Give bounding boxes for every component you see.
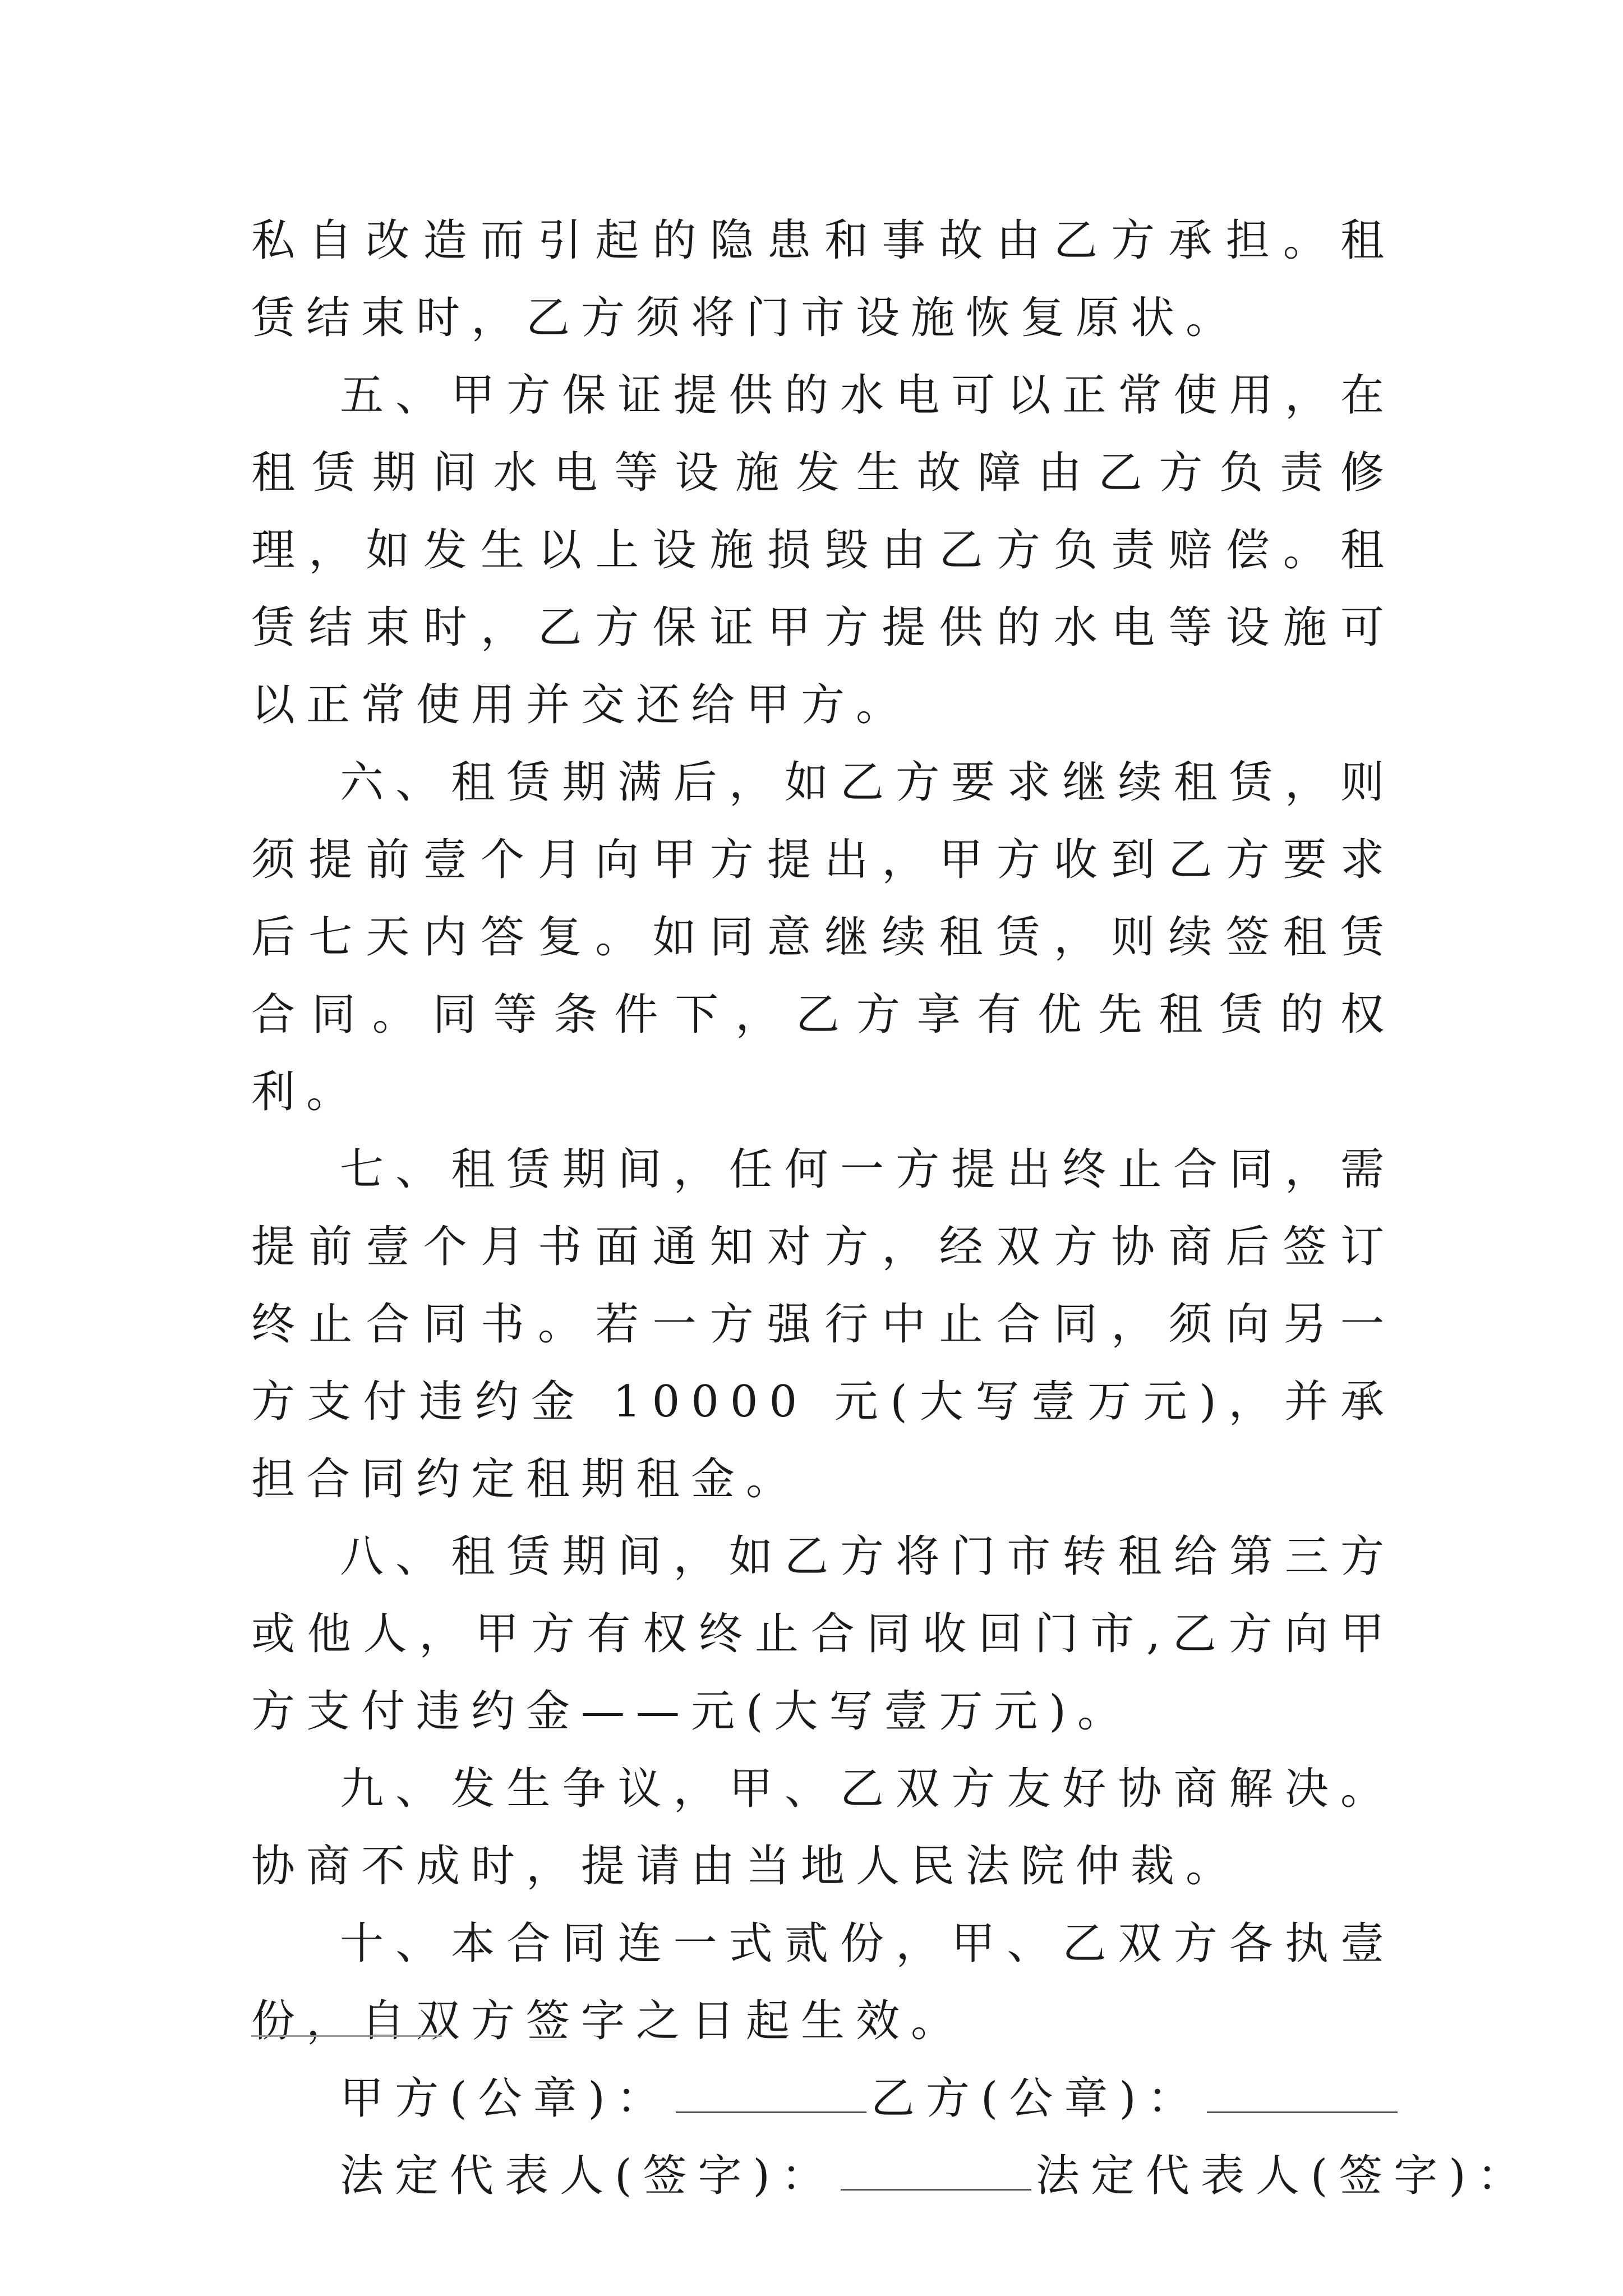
clause-7: 七、租赁期间，任何一方提出终止合同，需提前壹个月书面通知对方，经双方协商后签订终止合同书。若一方强行中止合同，须向另一方支付违约金 10000 元(大写壹万元)，并承担合同约定租期租金。 bbox=[251, 1144, 1395, 1504]
seal-line bbox=[251, 2060, 1395, 2137]
footnote-divider bbox=[251, 2035, 442, 2037]
party-b-seal-blank bbox=[1207, 2072, 1398, 2113]
clause-continuation: 私自改造而引起的隐患和事故由乙方承担。租赁结束时，乙方须将门市设施恢复原状。 bbox=[251, 215, 1395, 343]
clause-5: 五、甲方保证提供的水电可以正常使用，在租赁期间水电等设施发生故障由乙方负责修理，如发生以上设施损毁由乙方负责赔偿。租赁结束时，乙方保证甲方提供的水电等设施可以正常使用并交还给甲方。 bbox=[251, 370, 1395, 730]
party-b-rep-label: 法定代表人(签字)： bbox=[1035, 2151, 1532, 2201]
clause-6: 六、租赁期满后，如乙方要求继续租赁，则须提前壹个月向甲方提出，甲方收到乙方要求后七天内答复。如同意继续租赁，则续签租赁合同。同等条件下，乙方享有优先租赁的权利。 bbox=[251, 757, 1395, 1117]
party-a-seal-label: 甲方(公章)： bbox=[340, 2073, 671, 2124]
party-a-rep-label: 法定代表人(签字)： bbox=[340, 2151, 836, 2201]
party-b-seal-label: 乙方(公章)： bbox=[870, 2073, 1202, 2124]
clause-9: 九、发生争议，甲、乙双方友好协商解决。协商不成时，提请由当地人民法院仲裁。 bbox=[251, 1764, 1395, 1892]
representative-line bbox=[251, 2137, 1532, 2215]
clause-10: 十、本合同连一式贰份，甲、乙双方各执壹份，自双方签字之日起生效。 bbox=[251, 1918, 1395, 2046]
party-a-rep-blank bbox=[841, 2150, 1031, 2191]
document-body bbox=[251, 202, 1532, 2215]
clause-8: 八、租赁期间，如乙方将门市转租给第三方或他人，甲方有权终止合同收回门市,乙方向甲方支付违约金——元(大写壹万元)。 bbox=[251, 1531, 1395, 1737]
party-a-seal-blank bbox=[676, 2072, 866, 2113]
